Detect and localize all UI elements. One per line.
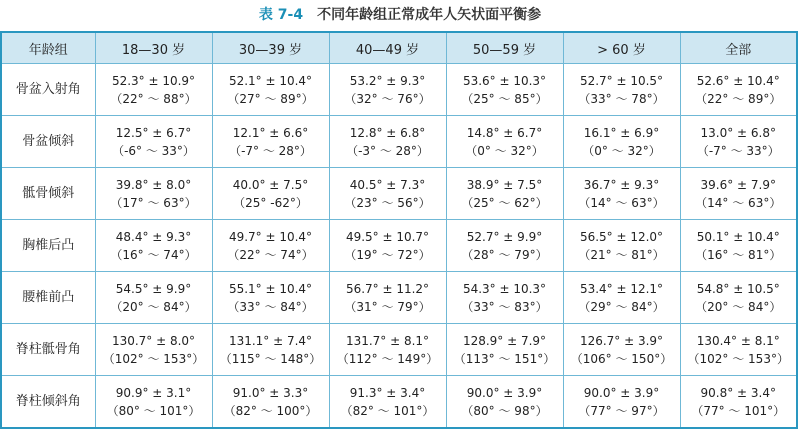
- cell-mean: 50.1° ± 10.4°: [696, 229, 780, 244]
- row-label: 腰椎前凸: [1, 272, 95, 324]
- cell-mean: 40.0° ± 7.5°: [232, 177, 309, 192]
- cell-range: （115° ～ 148°）: [219, 351, 322, 366]
- table-cell: [563, 376, 680, 429]
- table-cell: [329, 220, 446, 272]
- cell-range: （106° ～ 150°）: [570, 351, 673, 366]
- table-cell: [95, 272, 212, 324]
- cell-range: （19° ～ 72°）: [344, 247, 431, 262]
- cell-range: （22° ～ 89°）: [695, 91, 782, 106]
- cell-mean: 49.5° ± 10.7°: [345, 229, 430, 244]
- cell-range: （-7° ～ 33°）: [696, 143, 780, 158]
- cell-mean: 52.7° ± 10.5°: [579, 73, 664, 88]
- cell-mean: 128.9° ± 7.9°: [462, 333, 547, 348]
- table-cell: [680, 168, 797, 220]
- cell-mean: 39.8° ± 8.0°: [115, 177, 192, 192]
- table-cell: [212, 116, 329, 168]
- table-cell: [329, 116, 446, 168]
- cell-mean: 90.9° ± 3.1°: [115, 385, 192, 400]
- row-label: 骶骨倾斜: [1, 168, 95, 220]
- header-cell: 年龄组: [1, 32, 95, 64]
- cell-mean: 14.8° ± 6.7°: [466, 125, 543, 140]
- cell-range: （102° ～ 153°）: [687, 351, 789, 366]
- cell-mean: 40.5° ± 7.3°: [349, 177, 426, 192]
- cell-range: （22° ～ 74°）: [227, 247, 314, 262]
- cell-range: （14° ～ 63°）: [695, 195, 782, 210]
- table-cell: [329, 376, 446, 429]
- cell-range: （22° ～ 88°）: [110, 91, 197, 106]
- table-cell: [680, 64, 797, 116]
- cell-mean: 126.7° ± 3.9°: [579, 333, 664, 348]
- cell-range: （16° ～ 74°）: [110, 247, 197, 262]
- cell-range: （29° ～ 84°）: [578, 299, 665, 314]
- cell-mean: 54.8° ± 10.5°: [696, 281, 780, 296]
- table-caption: [0, 0, 800, 30]
- cell-mean: 39.6° ± 7.9°: [700, 177, 776, 192]
- table-cell: [95, 64, 212, 116]
- header-cell: 50—59 岁: [446, 32, 563, 64]
- cell-mean: 36.7° ± 9.3°: [583, 177, 660, 192]
- table-cell: [563, 168, 680, 220]
- header-cell: > 60 岁: [563, 32, 680, 64]
- table-cell: [563, 64, 680, 116]
- cell-range: （0° ～ 32°）: [582, 143, 661, 158]
- cell-mean: 91.0° ± 3.3°: [232, 385, 309, 400]
- table-cell: [329, 272, 446, 324]
- cell-mean: 12.1° ± 6.6°: [232, 125, 309, 140]
- cell-range: （27° ～ 89°）: [227, 91, 314, 106]
- table-cell: [680, 376, 797, 429]
- table-row: [1, 168, 797, 220]
- cell-mean: 12.8° ± 6.8°: [349, 125, 426, 140]
- table-cell: [329, 64, 446, 116]
- table-cell: [95, 168, 212, 220]
- table-cell: [212, 168, 329, 220]
- cell-range: （-7° ～ 28°）: [229, 143, 312, 158]
- table-row: [1, 324, 797, 376]
- table-cell: [680, 324, 797, 376]
- cell-range: （-6° ～ 33°）: [112, 143, 195, 158]
- cell-mean: 12.5° ± 6.7°: [115, 125, 192, 140]
- cell-range: （21° ～ 81°）: [578, 247, 665, 262]
- table-cell: [329, 168, 446, 220]
- table-cell: [563, 116, 680, 168]
- cell-range: （25° -62°）: [233, 195, 308, 210]
- table-cell: [212, 376, 329, 429]
- cell-mean: 16.1° ± 6.9°: [583, 125, 660, 140]
- table-header: [1, 32, 797, 64]
- cell-range: （28° ～ 79°）: [461, 247, 548, 262]
- table-cell: [95, 220, 212, 272]
- cell-mean: 13.0° ± 6.8°: [700, 125, 776, 140]
- cell-mean: 56.7° ± 11.2°: [345, 281, 430, 296]
- cell-mean: 90.8° ± 3.4°: [700, 385, 776, 400]
- cell-range: （33° ～ 83°）: [461, 299, 548, 314]
- cell-range: （20° ～ 84°）: [110, 299, 197, 314]
- cell-range: （20° ～ 84°）: [695, 299, 782, 314]
- table-cell: [212, 324, 329, 376]
- cell-mean: 53.6° ± 10.3°: [462, 73, 547, 88]
- cell-mean: 130.4° ± 8.1°: [696, 333, 780, 348]
- cell-mean: 52.3° ± 10.9°: [111, 73, 196, 88]
- table-cell: [680, 272, 797, 324]
- table-cell: [563, 324, 680, 376]
- table-body: [1, 64, 797, 429]
- cell-mean: 38.9° ± 7.5°: [466, 177, 543, 192]
- table-cell: [446, 376, 563, 429]
- table-cell: [95, 324, 212, 376]
- table-cell: [95, 376, 212, 429]
- table-row: [1, 220, 797, 272]
- cell-range: （82° ～ 100°）: [223, 403, 318, 418]
- cell-range: （25° ～ 62°）: [461, 195, 548, 210]
- row-label: 脊柱倾斜角: [1, 376, 95, 429]
- table-cell: [446, 272, 563, 324]
- cell-mean: 56.5° ± 12.0°: [579, 229, 664, 244]
- row-label: 骨盆入射角: [1, 64, 95, 116]
- table-row: [1, 64, 797, 116]
- cell-mean: 52.6° ± 10.4°: [696, 73, 780, 88]
- table-cell: [95, 116, 212, 168]
- cell-mean: 91.3° ± 3.4°: [349, 385, 426, 400]
- cell-range: （-3° ～ 28°）: [346, 143, 429, 158]
- cell-range: （80° ～ 101°）: [106, 403, 201, 418]
- row-label: 脊柱骶骨角: [1, 324, 95, 376]
- table-cell: [446, 168, 563, 220]
- table-cell: [446, 324, 563, 376]
- row-label: 胸椎后凸: [1, 220, 95, 272]
- cell-range: （112° ～ 149°）: [336, 351, 439, 366]
- table-cell: [563, 272, 680, 324]
- header-cell: 40—49 岁: [329, 32, 446, 64]
- cell-mean: 48.4° ± 9.3°: [115, 229, 192, 244]
- cell-mean: 54.3° ± 10.3°: [462, 281, 547, 296]
- table-cell: [329, 324, 446, 376]
- table-row: [1, 272, 797, 324]
- table-title: 不同年龄组正常成年人矢状面平衡参: [317, 7, 542, 23]
- header-cell: 全部: [680, 32, 797, 64]
- cell-mean: 49.7° ± 10.4°: [228, 229, 313, 244]
- table-row: [1, 376, 797, 429]
- table-row: [1, 116, 797, 168]
- cell-range: （77° ～ 97°）: [578, 403, 665, 418]
- table-cell: [680, 220, 797, 272]
- cell-range: （23° ～ 56°）: [344, 195, 431, 210]
- cell-range: （77° ～ 101°）: [691, 403, 786, 418]
- cell-mean: 131.7° ± 8.1°: [345, 333, 430, 348]
- cell-range: （25° ～ 85°）: [461, 91, 548, 106]
- table-cell: [212, 272, 329, 324]
- cell-mean: 90.0° ± 3.9°: [583, 385, 660, 400]
- row-label: 骨盆倾斜: [1, 116, 95, 168]
- table-cell: [446, 220, 563, 272]
- cell-mean: 53.4° ± 12.1°: [579, 281, 664, 296]
- cell-mean: 53.2° ± 9.3°: [349, 73, 426, 88]
- table-cell: [680, 116, 797, 168]
- cell-mean: 54.5° ± 9.9°: [115, 281, 192, 296]
- cell-range: （33° ～ 84°）: [227, 299, 314, 314]
- table-cell: [563, 220, 680, 272]
- cell-mean: 130.7° ± 8.0°: [111, 333, 196, 348]
- table-cell: [212, 220, 329, 272]
- cell-range: （0° ～ 32°）: [465, 143, 544, 158]
- header-row: [1, 32, 797, 64]
- cell-range: （32° ～ 76°）: [344, 91, 431, 106]
- table-cell: [446, 64, 563, 116]
- table-number: 表 7-4: [258, 7, 304, 23]
- table-cell: [446, 116, 563, 168]
- cell-range: （31° ～ 79°）: [344, 299, 431, 314]
- cell-mean: 52.1° ± 10.4°: [228, 73, 313, 88]
- header-cell: 30—39 岁: [212, 32, 329, 64]
- cell-range: （82° ～ 101°）: [340, 403, 435, 418]
- cell-range: （16° ～ 81°）: [695, 247, 782, 262]
- header-cell: 18—30 岁: [95, 32, 212, 64]
- cell-mean: 55.1° ± 10.4°: [228, 281, 313, 296]
- cell-mean: 52.7° ± 9.9°: [466, 229, 543, 244]
- cell-range: （102° ～ 153°）: [102, 351, 205, 366]
- table-cell: [212, 64, 329, 116]
- cell-range: （17° ～ 63°）: [110, 195, 197, 210]
- cell-range: （113° ～ 151°）: [453, 351, 556, 366]
- sagittal-balance-table: [0, 31, 798, 429]
- cell-mean: 90.0° ± 3.9°: [466, 385, 543, 400]
- cell-range: （33° ～ 78°）: [578, 91, 665, 106]
- cell-range: （14° ～ 63°）: [578, 195, 665, 210]
- cell-range: （80° ～ 98°）: [461, 403, 548, 418]
- cell-mean: 131.1° ± 7.4°: [228, 333, 313, 348]
